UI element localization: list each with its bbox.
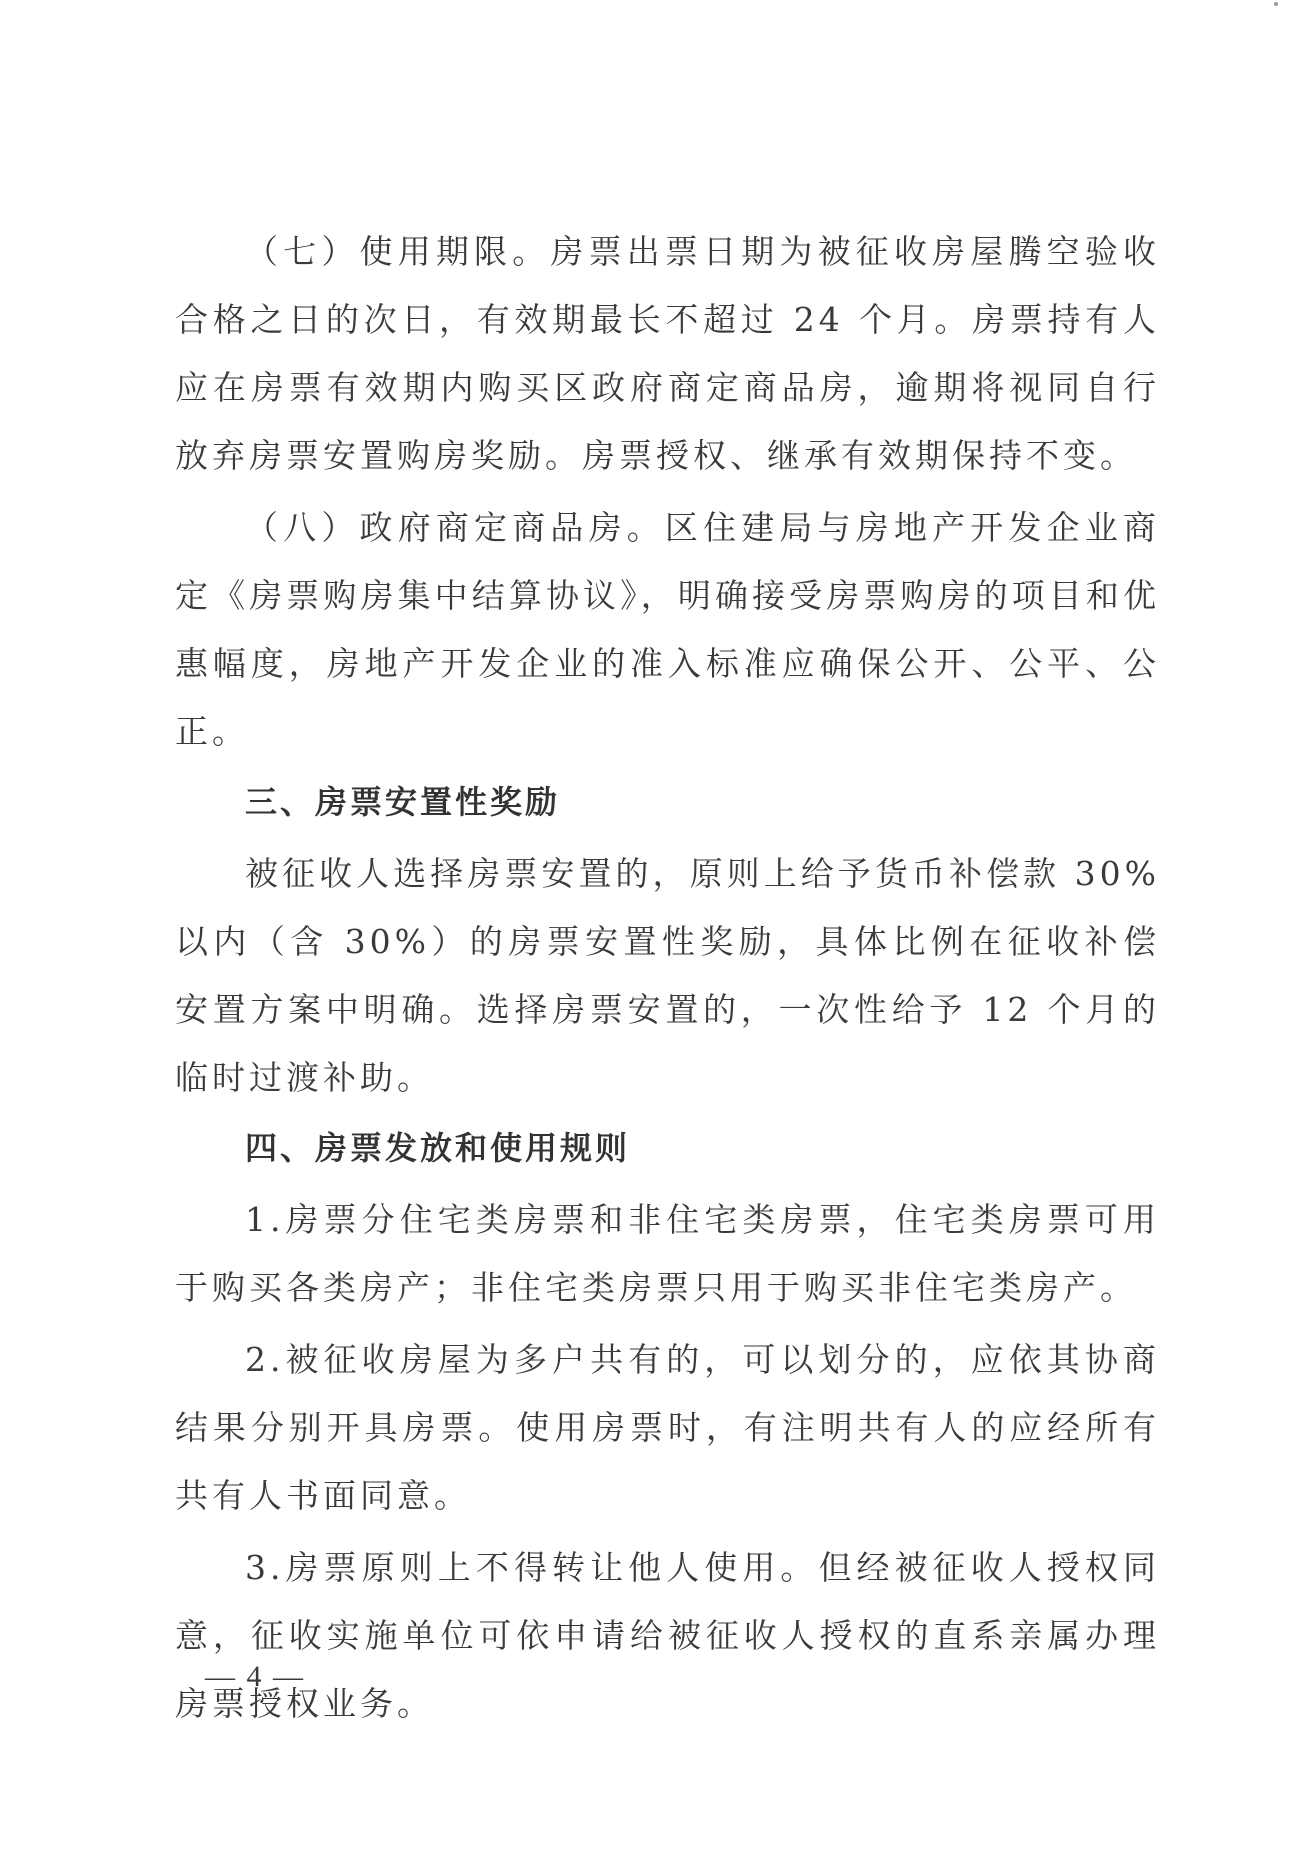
rule-item-3: 3.房票原则上不得转让他人使用。但经被征收人授权同意，征收实施单位可依申请给被征收人授权的直系亲属办理房票授权业务。 [175, 1548, 1160, 1723]
section-heading-4: 四、房票发放和使用规则 [245, 1129, 631, 1167]
scan-speck [1274, 2, 1278, 6]
paragraph-government-housing: （八）政府商定商品房。区住建局与房地产开发企业商定《房票购房集中结算协议》，明确接受房票购房的项目和优惠幅度，房地产开发企业的准入标准应确保公开、公平、公正。 [175, 508, 1160, 751]
paragraph-reward: 被征收人选择房票安置的，原则上给予货币补偿款 30%以内（含 30%）的房票安置性奖励，具体比例在征收补偿安置方案中明确。选择房票安置的，一次性给予 12 个月的临时过渡补助。 [175, 854, 1160, 1097]
paragraph-usage-period: （七）使用期限。房票出票日期为被征收房屋腾空验收合格之日的次日，有效期最长不超过 24 个月。房票持有人应在房票有效期内购买区政府商定商品房，逾期将视同自行放弃房票安置购房奖励。房票授权、继承有效期保持不变。 [175, 232, 1160, 475]
rule-item-1: 1.房票分住宅类房票和非住宅类房票，住宅类房票可用于购买各类房产；非住宅类房票只用于购买非住宅类房产。 [175, 1200, 1160, 1307]
section-heading-3: 三、房票安置性奖励 [245, 783, 561, 821]
document-body [175, 218, 1160, 1738]
rule-item-2: 2.被征收房屋为多户共有的，可以划分的，应依其协商结果分别开具房票。使用房票时，有注明共有人的应经所有共有人书面同意。 [175, 1340, 1160, 1515]
page-number: — 4 — [205, 1660, 305, 1693]
